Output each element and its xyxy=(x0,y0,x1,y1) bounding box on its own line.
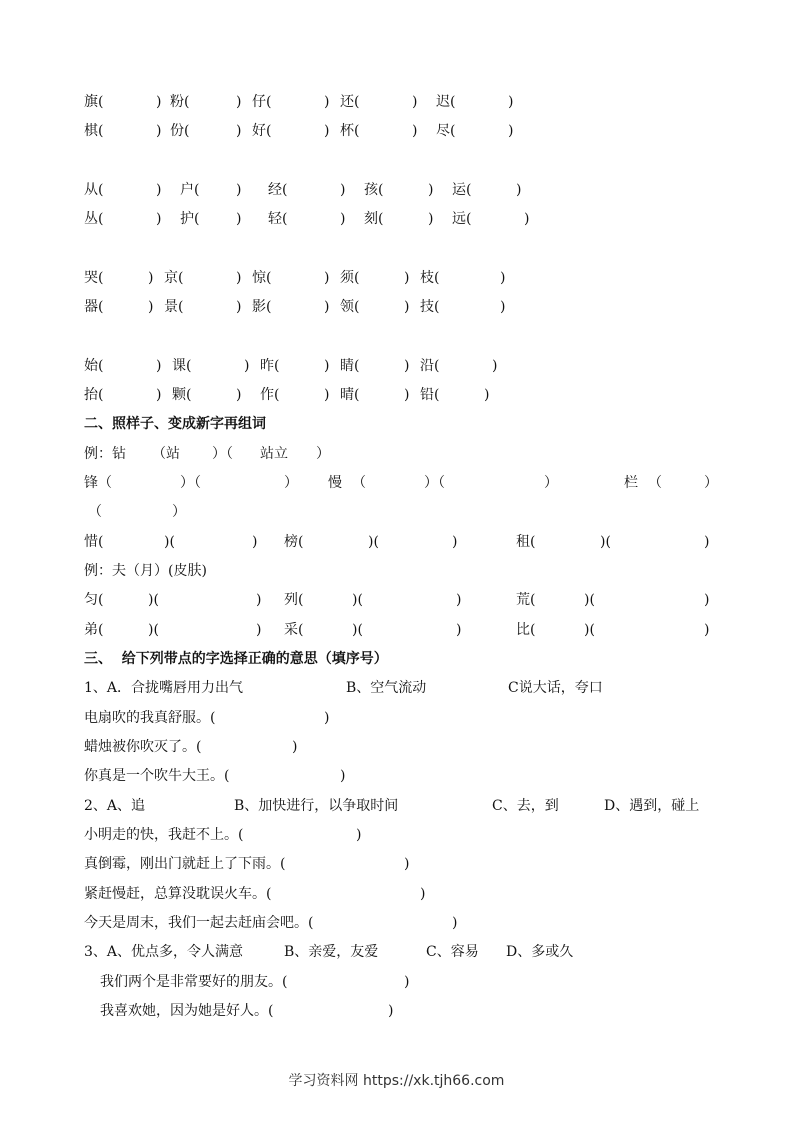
bang-mid: )( xyxy=(368,534,379,550)
g2-r1-p2: ) xyxy=(236,182,242,198)
g3-r2-p4: ) xyxy=(404,299,410,315)
di-mid: )( xyxy=(148,622,159,638)
man-char: 慢 xyxy=(328,475,342,491)
section-2-heading: 二、照样子、变成新字再组词 xyxy=(84,416,266,432)
xi-close: ) xyxy=(252,534,258,550)
q2-item-2-close: ) xyxy=(404,856,410,872)
g2-r2-c3: 轻( xyxy=(268,211,288,227)
g2-r2-c2: 护( xyxy=(180,211,200,227)
huang-mid: )( xyxy=(584,592,595,608)
g1-r2-p1: ) xyxy=(156,123,162,139)
g1-r1-c2: 粉( xyxy=(170,94,190,110)
q1-option-c: C说大话，夸口 xyxy=(508,680,603,696)
g3-r1-c2: 京( xyxy=(164,270,184,286)
g2-r1-p1: ) xyxy=(156,182,162,198)
g1-r2-c1: 棋( xyxy=(84,123,104,139)
q1-item-3-close: ) xyxy=(340,768,346,784)
q3-item-2-close: ) xyxy=(388,1003,394,1019)
q2-option-d: D、遇到，碰上 xyxy=(604,798,700,814)
g3-r2-c4: 领( xyxy=(340,299,360,315)
g3-r1-c4: 须( xyxy=(340,270,360,286)
g4-r2-c5: 铅( xyxy=(420,387,440,403)
g1-r2-p4: ) xyxy=(412,123,418,139)
bi-close: ) xyxy=(704,622,710,638)
section-3-heading: 三、 给下列带点的字选择正确的意思（填序号） xyxy=(84,651,388,667)
huang-char: 荒( xyxy=(516,592,536,608)
lie-mid: )( xyxy=(352,592,363,608)
g2-r1-p4: ) xyxy=(428,182,434,198)
q2-option-a: 2、A、追 xyxy=(84,798,146,814)
g3-r1-c1: 哭( xyxy=(84,270,104,286)
g2-r1-c2: 户( xyxy=(180,182,200,198)
lie-close: ) xyxy=(456,592,462,608)
q2-option-c: C、去，到 xyxy=(492,798,559,814)
q3-option-d: D、多或久 xyxy=(506,944,574,960)
g2-r2-c4: 刻( xyxy=(364,211,384,227)
di-close: ) xyxy=(256,622,262,638)
bi-char: 比( xyxy=(516,622,536,638)
g3-r2-c2: 景( xyxy=(164,299,184,315)
g1-r1-c3: 仔( xyxy=(252,94,272,110)
g1-r2-p2: ) xyxy=(236,123,242,139)
q1-item-1-close: ) xyxy=(324,710,330,726)
g3-r1-p4: ) xyxy=(404,270,410,286)
q1-option-b: B、空气流动 xyxy=(346,680,427,696)
g4-r2-c1: 抬( xyxy=(84,387,104,403)
g4-r1-c5: 沿( xyxy=(420,358,440,374)
example-1-char: （站 xyxy=(152,446,180,462)
q1-item-1-text: 电扇吹的我真舒服。( xyxy=(84,710,216,726)
q1-item-3-text: 你真是一个吹牛大王。( xyxy=(84,768,230,784)
g4-r2-p5: ) xyxy=(484,387,490,403)
g3-r2-p5: ) xyxy=(500,299,506,315)
g3-r1-p5: ) xyxy=(500,270,506,286)
g1-r1-p2: ) xyxy=(236,94,242,110)
g2-r1-c1: 从( xyxy=(84,182,104,198)
g2-r1-c5: 运( xyxy=(452,182,472,198)
q2-option-b: B、加快进行，以争取时间 xyxy=(234,798,399,814)
cai-char: 采( xyxy=(284,622,304,638)
g3-r1-c3: 惊( xyxy=(252,270,272,286)
g4-r1-p2: ) xyxy=(244,358,250,374)
g4-r1-c3: 昨( xyxy=(260,358,280,374)
g3-r1-p3: ) xyxy=(324,270,330,286)
g3-r1-p2: ) xyxy=(236,270,242,286)
page-footer: 学习资料网 https://xk.tjh66.com xyxy=(288,1073,505,1089)
man-open: （ xyxy=(352,475,366,491)
g4-r2-c2: 颗( xyxy=(172,387,192,403)
q3-option-a: 3、A、优点多，令人满意 xyxy=(84,944,244,960)
g1-r1-p5: ) xyxy=(508,94,514,110)
cai-close: ) xyxy=(456,622,462,638)
g2-r2-c5: 远( xyxy=(452,211,472,227)
man-mid: ）（ xyxy=(424,475,445,491)
example-2: 例：夫（月）(皮肤) xyxy=(84,563,207,579)
g4-r1-c2: 课( xyxy=(172,358,192,374)
lie-char: 列( xyxy=(284,592,304,608)
lan-close: ） xyxy=(704,475,718,491)
g4-r2-p2: ) xyxy=(236,387,242,403)
feng-mid: ）（ xyxy=(180,475,201,491)
cai-mid: )( xyxy=(352,622,363,638)
lan-char: 栏 xyxy=(624,475,638,491)
g1-r2-c4: 杯( xyxy=(340,123,360,139)
q1-item-2-close: ) xyxy=(292,739,298,755)
g1-r1-p4: ) xyxy=(412,94,418,110)
g3-r2-p3: ) xyxy=(324,299,330,315)
zu-close: ) xyxy=(704,534,710,550)
g1-r1-p3: ) xyxy=(324,94,330,110)
example-1-mid: ）（ xyxy=(212,446,233,462)
g4-r1-p5: ) xyxy=(492,358,498,374)
g2-r2-p1: ) xyxy=(156,211,162,227)
g4-r1-p3: ) xyxy=(324,358,330,374)
g1-r2-c5: 尽( xyxy=(436,123,456,139)
q2-item-4-close: ) xyxy=(452,915,458,931)
zu-mid: )( xyxy=(600,534,611,550)
q2-item-2-text: 真倒霉，刚出门就赶上了下雨。( xyxy=(84,856,286,872)
bang-char: 榜( xyxy=(284,534,304,550)
yun-char: 匀( xyxy=(84,592,104,608)
example-1-word: 站立 xyxy=(260,446,288,462)
yun-close: ) xyxy=(256,592,262,608)
g2-r1-p3: ) xyxy=(340,182,346,198)
g4-r2-c4: 晴( xyxy=(340,387,360,403)
g3-r2-c5: 技( xyxy=(420,299,440,315)
q3-item-1-close: ) xyxy=(404,974,410,990)
g4-r2-p3: ) xyxy=(324,387,330,403)
g3-r2-p1: ) xyxy=(148,299,154,315)
g2-r2-p4: ) xyxy=(428,211,434,227)
q2-item-1-text: 小明走的快，我赶不上。( xyxy=(84,827,244,843)
g2-r2-c1: 丛( xyxy=(84,211,104,227)
lan-cont-open: （ xyxy=(88,504,102,520)
q2-item-1-close: ) xyxy=(356,827,362,843)
q2-item-4-text: 今天是周末，我们一起去赶庙会吧。( xyxy=(84,915,314,931)
q3-option-c: C、容易 xyxy=(426,944,479,960)
g2-r2-p3: ) xyxy=(340,211,346,227)
example-1-close: ） xyxy=(316,446,330,462)
feng-char: 锋（ xyxy=(84,475,112,491)
q1-item-2-text: 蜡烛被你吹灭了。( xyxy=(84,739,202,755)
g1-r2-p5: ) xyxy=(508,123,514,139)
q2-item-3-close: ) xyxy=(420,886,426,902)
q1-option-a: 1、A．合拢嘴唇用力出气 xyxy=(84,680,244,696)
g1-r1-c4: 还( xyxy=(340,94,360,110)
bi-mid: )( xyxy=(584,622,595,638)
huang-close: ) xyxy=(704,592,710,608)
g2-r2-p2: ) xyxy=(236,211,242,227)
g3-r2-c3: 影( xyxy=(252,299,272,315)
g4-r1-c1: 始( xyxy=(84,358,104,374)
xi-char: 惜( xyxy=(84,534,104,550)
g1-r1-c5: 迟( xyxy=(436,94,456,110)
bang-close: ) xyxy=(452,534,458,550)
g2-r2-p5: ) xyxy=(524,211,530,227)
g2-r1-c3: 经( xyxy=(268,182,288,198)
g3-r1-c5: 枝( xyxy=(420,270,440,286)
q3-item-2-text: 我喜欢她，因为她是好人。( xyxy=(100,1003,274,1019)
g1-r2-c3: 好( xyxy=(252,123,272,139)
g4-r2-c3: 作( xyxy=(260,387,280,403)
g3-r2-c1: 器( xyxy=(84,299,104,315)
q2-item-3-text: 紧赶慢赶，总算没耽误火车。( xyxy=(84,886,272,902)
g2-r1-c4: 孩( xyxy=(364,182,384,198)
g3-r2-p2: ) xyxy=(236,299,242,315)
xi-mid: )( xyxy=(164,534,175,550)
lan-cont-close: ） xyxy=(172,504,186,520)
g4-r1-p1: ) xyxy=(156,358,162,374)
g4-r1-c4: 睛( xyxy=(340,358,360,374)
g3-r1-p1: ) xyxy=(148,270,154,286)
lan-open: （ xyxy=(648,475,662,491)
feng-close: ） xyxy=(284,475,298,491)
man-close: ） xyxy=(544,475,558,491)
g1-r1-p1: ) xyxy=(156,94,162,110)
yun-mid: )( xyxy=(148,592,159,608)
g1-r2-p3: ) xyxy=(324,123,330,139)
g2-r1-p5: ) xyxy=(516,182,522,198)
q3-item-1-text: 我们两个是非常要好的朋友。( xyxy=(100,974,288,990)
di-char: 弟( xyxy=(84,622,104,638)
g4-r2-p1: ) xyxy=(156,387,162,403)
g4-r1-p4: ) xyxy=(404,358,410,374)
g1-r2-c2: 份( xyxy=(170,123,190,139)
example-1-label: 例：钻 xyxy=(84,446,126,462)
q3-option-b: B、亲爱，友爱 xyxy=(284,944,379,960)
g1-r1-c1: 旗( xyxy=(84,94,104,110)
zu-char: 租( xyxy=(516,534,536,550)
g4-r2-p4: ) xyxy=(404,387,410,403)
